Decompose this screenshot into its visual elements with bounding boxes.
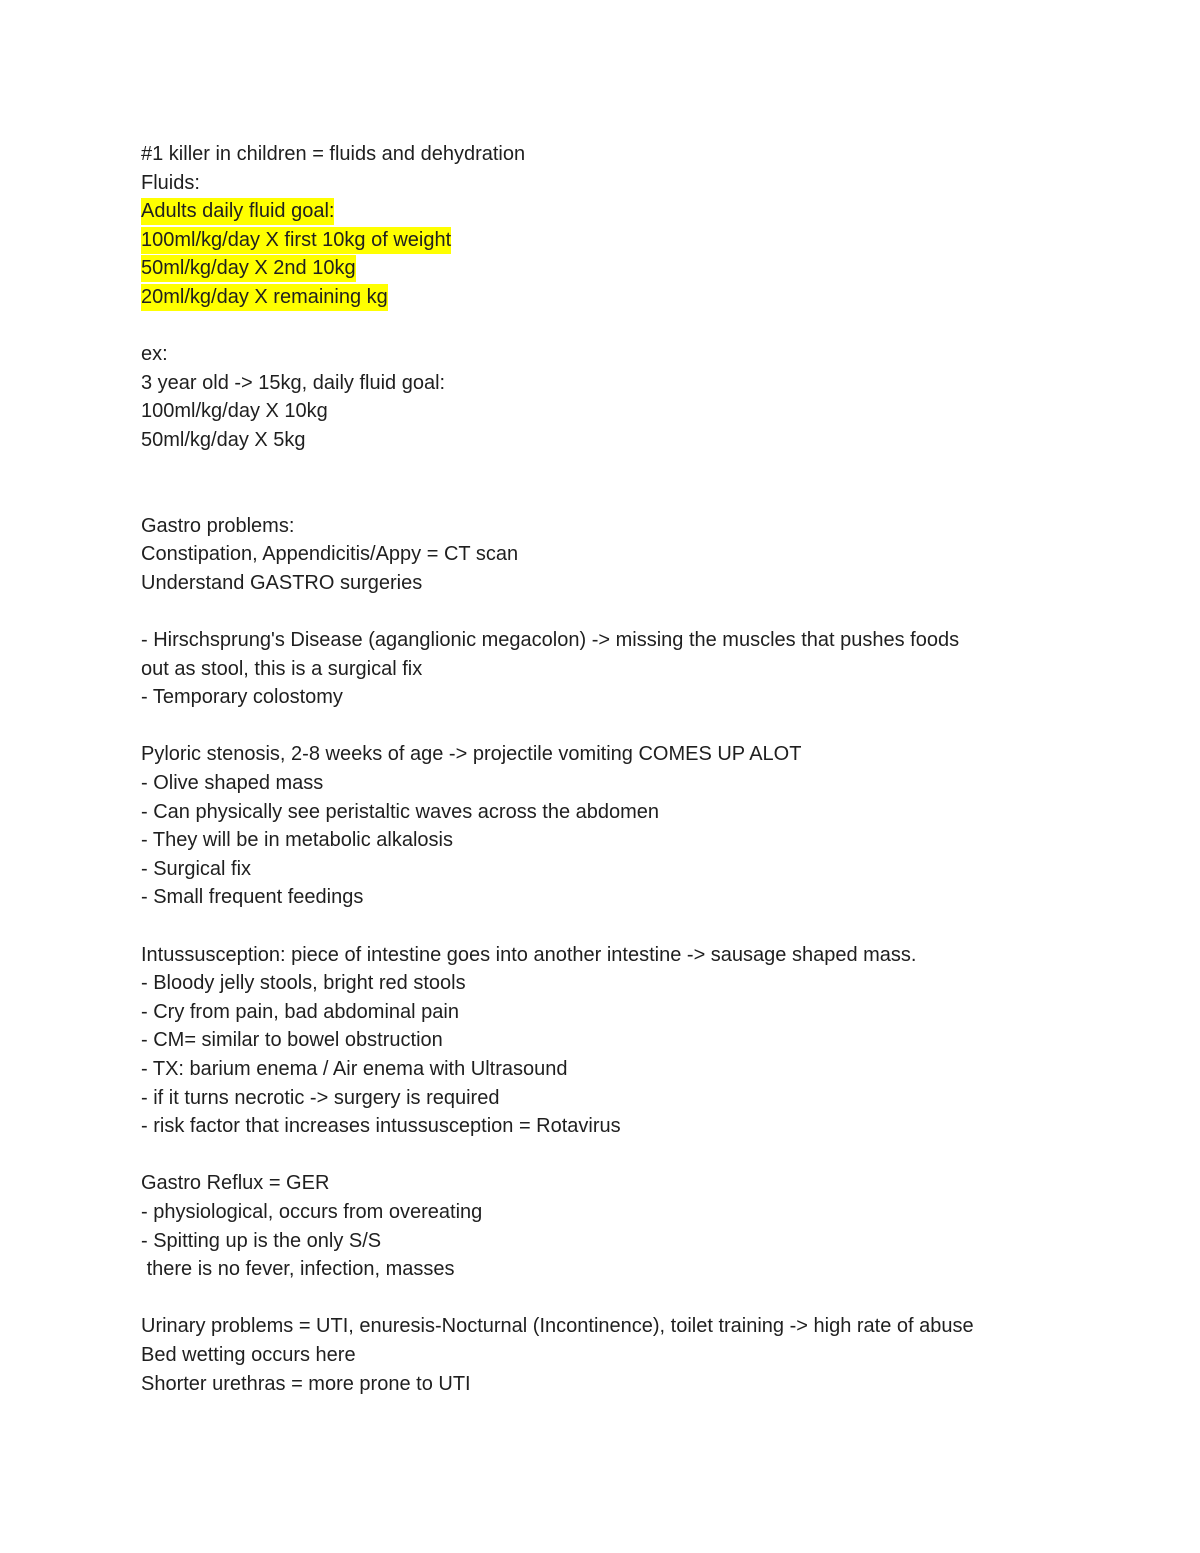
- blank-line: [141, 312, 1101, 341]
- document-body: [141, 140, 1101, 1398]
- text-line: Bed wetting occurs here: [141, 1343, 356, 1366]
- text-line: Understand GASTRO surgeries: [141, 571, 423, 594]
- text-line: - Can physically see peristaltic waves across the abdomen: [141, 800, 660, 823]
- text-line: [141, 226, 1101, 255]
- highlighted-text: 100ml/kg/day X first 10kg of weight: [141, 227, 451, 254]
- text-line: Pyloric stenosis, 2-8 weeks of age -> projectile vomiting COMES UP ALOT: [141, 743, 802, 766]
- text-line: 3 year old -> 15kg, daily fluid goal:: [141, 371, 446, 394]
- blank-line: [141, 912, 1101, 941]
- text-line: out as stool, this is a surgical fix: [141, 657, 423, 680]
- text-line: - risk factor that increases intussusception = Rotavirus: [141, 1115, 621, 1138]
- text-line: - Hirschsprung's Disease (aganglionic megacolon) -> missing the muscles that pushes foods: [141, 629, 960, 652]
- text-line: Shorter urethras = more prone to UTI: [141, 1372, 471, 1395]
- blank-line: [141, 1141, 1101, 1170]
- text-line: - Spitting up is the only S/S: [141, 1229, 382, 1252]
- text-line: [141, 283, 1101, 312]
- blank-line: [141, 455, 1101, 484]
- text-line: - Small frequent feedings: [141, 886, 364, 909]
- text-line: Fluids:: [141, 171, 200, 194]
- blank-line: [141, 1284, 1101, 1313]
- blank-line: [141, 483, 1101, 512]
- blank-line: [141, 712, 1101, 741]
- text-line: - physiological, occurs from overeating: [141, 1200, 483, 1223]
- text-line: - Surgical fix: [141, 857, 252, 880]
- text-line: Intussusception: piece of intestine goes into another intestine -> sausage shaped mass.: [141, 943, 917, 966]
- text-line: 100ml/kg/day X 10kg: [141, 400, 328, 423]
- highlighted-text: Adults daily fluid goal:: [141, 198, 334, 225]
- text-line: - Bloody jelly stools, bright red stools: [141, 972, 466, 995]
- text-line: - TX: barium enema / Air enema with Ultrasound: [141, 1058, 568, 1080]
- text-line: Constipation, Appendicitis/Appy = CT scan: [141, 543, 519, 566]
- text-line: Gastro problems:: [141, 514, 295, 537]
- text-line: - CM= similar to bowel obstruction: [141, 1029, 443, 1052]
- text-line: - Temporary colostomy: [141, 686, 343, 709]
- highlighted-text: 50ml/kg/day X 2nd 10kg: [141, 255, 356, 282]
- text-line: - Olive shaped mass: [141, 772, 324, 795]
- blank-line: [141, 598, 1101, 627]
- text-line: 50ml/kg/day X 5kg: [141, 428, 306, 451]
- text-line: - Cry from pain, bad abdominal pain: [141, 1000, 459, 1023]
- text-line: there is no fever, infection, masses: [141, 1258, 455, 1281]
- text-line: [141, 197, 1101, 226]
- text-line: - They will be in metabolic alkalosis: [141, 829, 453, 852]
- text-line: ex:: [141, 343, 168, 366]
- text-line: - if it turns necrotic -> surgery is required: [141, 1086, 500, 1109]
- text-line: #1 killer in children = fluids and dehydration: [141, 143, 526, 165]
- text-line: Urinary problems = UTI, enuresis-Nocturnal (Incontinence), toilet training -> high rate of abuse: [141, 1315, 974, 1338]
- text-line: [141, 254, 1101, 283]
- highlighted-text: 20ml/kg/day X remaining kg: [141, 284, 388, 311]
- text-line: Gastro Reflux = GER: [141, 1172, 330, 1195]
